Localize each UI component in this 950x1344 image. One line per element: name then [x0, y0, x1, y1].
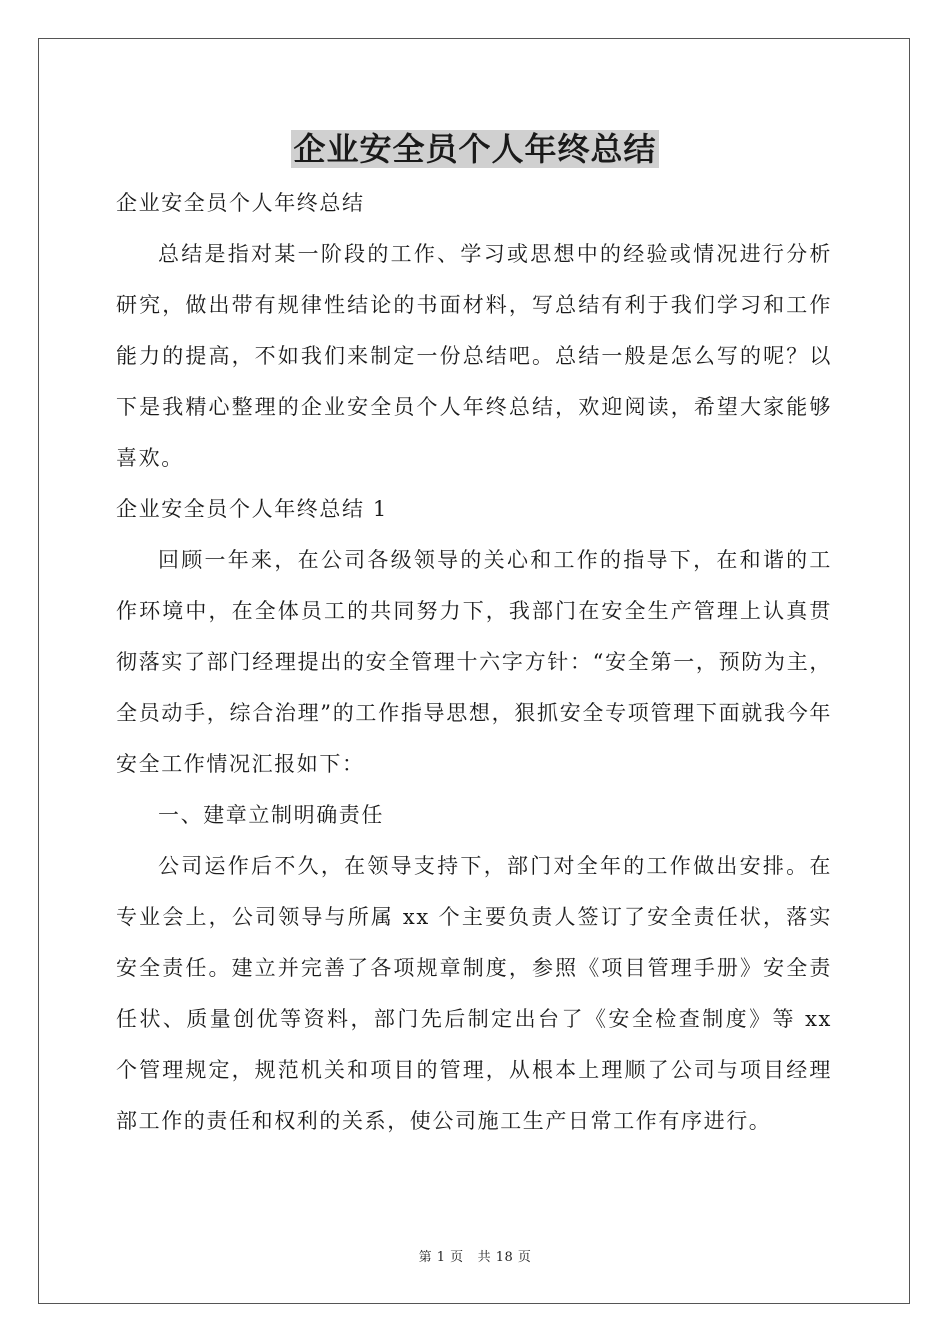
document-title-text: 企业安全员个人年终总结 — [293, 130, 657, 168]
page-total: 共 18 页 — [477, 1250, 532, 1265]
paragraph-subheading: 一、建章立制明确责任 — [158, 803, 384, 827]
document-body — [116, 178, 832, 1147]
paragraph-section-heading: 企业安全员个人年终总结 1 — [116, 497, 388, 521]
document-title — [0, 126, 950, 172]
page-footer — [0, 1246, 950, 1265]
paragraph-subtitle: 企业安全员个人年终总结 — [116, 191, 365, 215]
paragraph-intro: 总结是指对某一阶段的工作、学习或思想中的经验或情况进行分析研究，做出带有规律性结论的书面材料，写总结有利于我们学习和工作能力的提高，不如我们来制定一份总结吧。总结一般是怎么写的呢？以下是我精心整理的企业安全员个人年终总结，欢迎阅读，希望大家能够喜欢。 — [116, 242, 832, 470]
page-number: 第 1 页 — [418, 1250, 464, 1265]
paragraph-review: 回顾一年来，在公司各级领导的关心和工作的指导下，在和谐的工作环境中，在全体员工的共同努力下，我部门在安全生产管理上认真贯彻落实了部门经理提出的安全管理十六字方针：“安全第一，预防为主，全员动手，综合治理”的工作指导思想，狠抓安全专项管理下面就我今年安全工作情况汇报如下： — [116, 548, 832, 776]
paragraph-responsibility: 公司运作后不久，在领导支持下，部门对全年的工作做出安排。在专业会上，公司领导与所属 xx 个主要负责人签订了安全责任状，落实安全责任。建立并完善了各项规章制度，参照《项目管理手册》安全责任状、质量创优等资料，部门先后制定出台了《安全检查制度》等 xx 个管理规定，规范机关和项目的管理，从根本上理顺了公司与项目经理部工作的责任和权利的关系，使公司施工生产日常工作有序进行。 — [116, 854, 832, 1133]
